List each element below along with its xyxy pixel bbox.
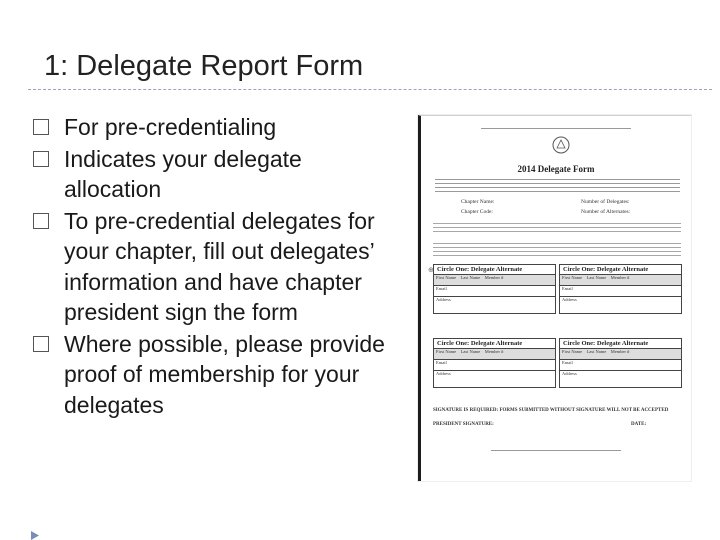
bullet-list — [33, 112, 393, 421]
bullet-text: To pre-credential delegates for your chapter, fill out delegates’ information and have chapter president sign the form — [64, 207, 375, 325]
card-col: First Name — [436, 275, 457, 280]
card-head: Circle One: Delegate Alternate — [563, 340, 649, 347]
organization-seal-icon — [552, 136, 570, 154]
chapter-code-label: Chapter Code: — [461, 209, 493, 215]
bullet-item — [33, 144, 393, 205]
card-head: Circle One: Delegate Alternate — [563, 266, 649, 273]
card-col: First Name — [562, 275, 583, 280]
form-footer-line — [491, 446, 621, 451]
bullet-text: For pre-credentialing — [64, 114, 277, 140]
title-divider — [28, 89, 712, 90]
delegate-card — [559, 338, 682, 388]
form-header-line — [481, 124, 631, 129]
card-col: Member # — [610, 349, 630, 354]
form-title: 2014 Delegate Form — [517, 164, 595, 174]
card-col: First Name — [562, 349, 583, 354]
delegate-card — [559, 264, 682, 314]
checkbox-square-icon — [33, 336, 49, 352]
signature-required-text: SIGNATURE IS REQUIRED: FORMS SUBMITTED WITHOUT SIGNATURE WILL NOT BE ACCEPTED — [433, 408, 669, 413]
card-col: Last Name — [586, 349, 607, 354]
card-col: Member # — [484, 349, 504, 354]
card-columns — [560, 348, 681, 359]
bullet-item — [33, 329, 393, 421]
card-row: Address — [434, 296, 555, 307]
card-col: Member # — [484, 275, 504, 280]
date-label: DATE: — [631, 422, 647, 427]
card-col: Last Name — [460, 275, 481, 280]
plus-icon: ⊕ — [428, 266, 434, 274]
chapter-name-label: Chapter Name: — [461, 199, 495, 205]
card-col: Last Name — [586, 275, 607, 280]
card-head: Circle One: Delegate Alternate — [437, 266, 523, 273]
checkbox-square-icon — [33, 119, 49, 135]
form-intro-text — [435, 176, 680, 194]
card-columns — [434, 348, 555, 359]
delegates-count-label: Number of Delegates: — [581, 199, 630, 205]
card-row: Address — [560, 296, 681, 307]
card-head: Circle One: Delegate Alternate — [437, 340, 523, 347]
delegate-card — [433, 264, 556, 314]
bullet-text: Indicates your delegate allocation — [64, 145, 302, 202]
card-col: Member # — [610, 275, 630, 280]
card-row: Email — [560, 359, 681, 370]
card-row: Email — [434, 359, 555, 370]
card-col: Last Name — [460, 349, 481, 354]
instructions-lines — [433, 240, 681, 258]
card-row: Email — [560, 285, 681, 296]
slide-title: 1: Delegate Report Form — [44, 50, 364, 82]
card-row: Email — [434, 285, 555, 296]
bullet-item — [33, 206, 393, 328]
bullet-text: Where possible, please provide proof of membership for your delegates — [64, 330, 385, 418]
bullet-item — [33, 112, 393, 143]
delegate-form-image — [418, 115, 691, 481]
card-col: First Name — [436, 349, 457, 354]
delegate-card — [433, 338, 556, 388]
alternates-count-label: Number of Alternates: — [581, 209, 631, 215]
card-columns — [434, 274, 555, 285]
card-columns — [560, 274, 681, 285]
chapter-president-lines — [433, 220, 681, 234]
slide-nav-arrow-icon[interactable] — [31, 531, 43, 540]
card-row: Address — [434, 370, 555, 381]
card-row: Address — [560, 370, 681, 381]
checkbox-square-icon — [33, 213, 49, 229]
checkbox-square-icon — [33, 151, 49, 167]
president-signature-label: PRESIDENT SIGNATURE: — [433, 422, 494, 427]
